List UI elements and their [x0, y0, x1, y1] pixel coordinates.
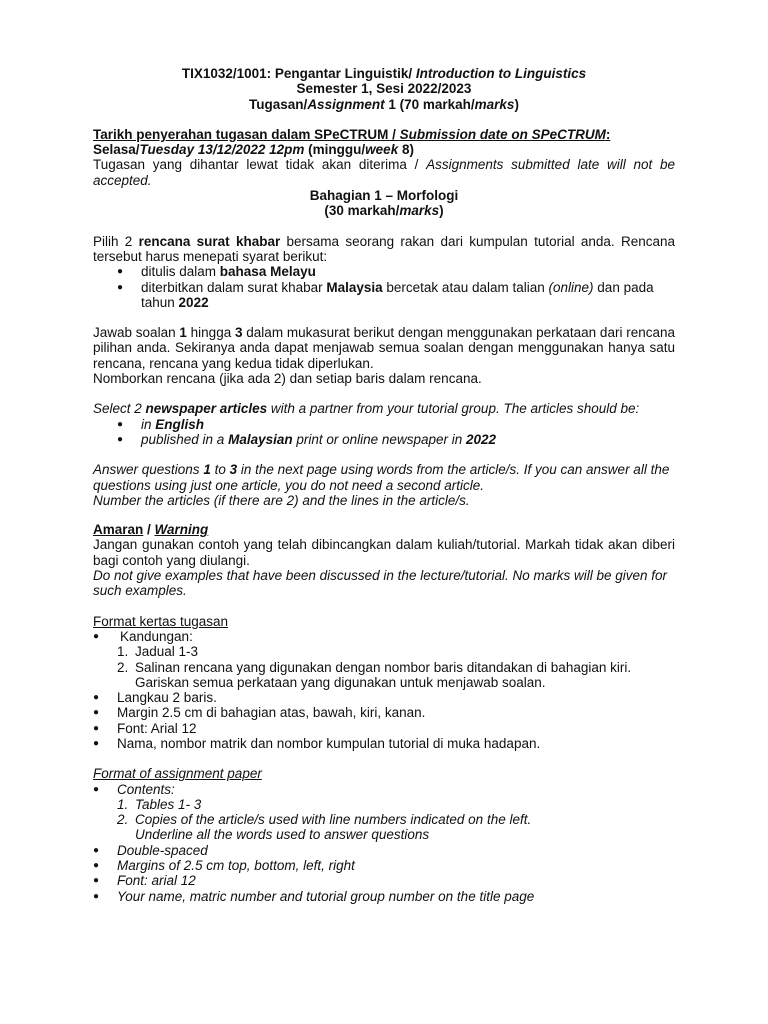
english-b2-a: published in a — [141, 431, 229, 447]
sub-text: Salinan rencana yang digunakan dengan nombor baris ditandakan di bahagian kiri. — [135, 659, 632, 675]
english-p1-b: newspaper articles — [145, 401, 268, 417]
english-b2-b: Malaysian — [228, 431, 293, 447]
course-title — [93, 66, 675, 81]
assignment-marks-malay: 1 (70 markah/ — [384, 96, 475, 112]
malay-b1-b: bahasa Melayu — [219, 264, 316, 280]
english-criteria-list — [93, 417, 675, 448]
format-malay-item-3: Font: Arial 12 — [117, 720, 197, 736]
assignment-close-paren: ) — [514, 96, 519, 112]
list-item — [93, 629, 675, 690]
malay-p1-b: rencana surat khabar — [138, 233, 281, 249]
english-instruction-1 — [93, 401, 675, 416]
malay-instruction-2 — [93, 325, 675, 371]
assignment-line — [93, 97, 675, 112]
submission-title-english: Submission date on SPeCTRUM — [399, 126, 606, 142]
warning-title — [93, 522, 675, 537]
list-item — [93, 736, 675, 751]
list-item — [117, 797, 675, 812]
warning-title-english: Warning — [154, 522, 209, 538]
format-malay-list — [93, 629, 675, 751]
section-marks-malay: (30 markah/ — [324, 203, 400, 219]
english-p2-a: Answer questions — [93, 462, 204, 478]
list-item — [117, 644, 675, 659]
sub-text: Tables 1- 3 — [135, 796, 202, 812]
format-malay-item-4: Nama, nombor matrik dan nombor kumpulan tutorial di muka hadapan. — [117, 735, 541, 751]
warning-english — [93, 568, 675, 599]
malay-p2-c: hingga — [186, 325, 235, 341]
format-english-item-1: Double-spaced — [117, 842, 208, 858]
submission-date — [93, 142, 675, 157]
sub-number: 1. — [117, 796, 129, 812]
english-instruction-2 — [93, 462, 675, 493]
english-b1-b: English — [155, 416, 205, 432]
list-item — [93, 782, 675, 843]
sub-number: 2. — [117, 812, 129, 828]
warning-malay: Jangan gunakan contoh yang telah dibincangkan dalam kuliah/tutorial. Markah tidak akan diberi bagi contoh yang diulangi. — [93, 537, 675, 568]
assignment-marks-english: marks — [474, 96, 515, 112]
late-policy-malay: Tugasan yang dihantar lewat tidak akan diterima / — [93, 157, 427, 173]
semester-line: Semester 1, Sesi 2022/2023 — [296, 81, 472, 97]
section-marks-close: ) — [439, 203, 444, 219]
list-item — [117, 280, 675, 311]
format-english-list — [93, 782, 675, 904]
submission-title — [93, 127, 675, 142]
malay-b2-e: dan pada tahun — [141, 279, 654, 310]
malay-p2-d: 3 — [235, 325, 243, 341]
sub-text: Copies of the article/s used with line numbers indicated on the left. — [135, 812, 532, 828]
malay-p2-e: dalam mukasurat berikut dengan menggunakan perkataan dari rencana pilihan anda. Sekiranya anda dapat menjawab semua soalan dengan menggunakan hanya satu rencana, rencana yang kedua tidak diperlukan. — [93, 325, 676, 371]
section-marks — [93, 203, 675, 218]
english-instruction-3 — [93, 493, 675, 508]
malay-p1-c: bersama seorang rakan dari kumpulan tutorial anda. Rencana tersebut harus menepati syarat berikut: — [93, 233, 675, 264]
submission-title-colon: : — [605, 126, 611, 142]
malay-b2-c: bercetak atau dalam talian — [382, 279, 549, 295]
section-marks-english: marks — [399, 203, 440, 219]
malay-p1-a: Pilih 2 — [93, 233, 139, 249]
english-p2-d: 3 — [229, 462, 238, 478]
english-b1-a: in — [141, 416, 156, 432]
section-title: Bahagian 1 – Morfologi — [309, 188, 459, 204]
malay-b2-a: diterbitkan dalam surat khabar — [141, 279, 327, 295]
format-english-item-3: Font: arial 12 — [117, 873, 196, 889]
english-p2-b: 1 — [203, 462, 211, 478]
english-p1-a: Select 2 — [93, 401, 146, 417]
submission-day-malay: Selasa/ — [93, 142, 140, 158]
format-english-sublist — [93, 797, 675, 843]
malay-instruction-1 — [93, 234, 675, 265]
format-english-item-2: Margins of 2.5 cm top, bottom, left, right — [117, 858, 355, 874]
late-policy — [93, 157, 675, 188]
list-item — [93, 705, 675, 720]
malay-b1-a: ditulis dalam — [141, 264, 220, 280]
format-malay-item-2: Margin 2.5 cm di bahagian atas, bawah, kiri, kanan. — [117, 705, 426, 721]
list-item — [93, 690, 675, 705]
list-item — [93, 858, 675, 873]
malay-b2-f: 2022 — [178, 294, 209, 310]
malay-p2-a: Jawab soalan — [93, 325, 180, 341]
assignment-label-malay: Tugasan/ — [249, 96, 308, 112]
list-item — [93, 721, 675, 736]
malay-instruction-3: Nomborkan rencana (jika ada 2) dan setiap baris dalam rencana. — [93, 371, 482, 387]
list-item — [117, 432, 675, 447]
sub-text-continuation: Gariskan semua perkataan yang digunakan untuk menjawab soalan. — [135, 674, 546, 690]
warning-english-text: Do not give examples that have been discussed in the lecture/tutorial. No marks will be given for such examples. — [93, 568, 668, 599]
submission-week-malay: (minggu/ — [304, 142, 366, 158]
submission-week-number: 8) — [398, 142, 414, 158]
submission-title-malay: Tarikh penyerahan tugasan dalam SPeCTRUM / — [93, 126, 400, 142]
format-english-item-4: Your name, matric number and tutorial group number on the title page — [117, 888, 535, 904]
format-malay-title: Format kertas tugasan — [93, 613, 229, 629]
english-p2-c: to — [210, 462, 230, 478]
late-policy-english: Assignments submitted late will not be accepted. — [93, 157, 675, 188]
list-item — [117, 812, 675, 843]
english-p1-c: with a partner from your tutorial group. The articles should be: — [267, 401, 640, 417]
format-malay-item-1: Langkau 2 baris. — [117, 690, 217, 706]
assignment-label-english: Assignment — [307, 96, 385, 112]
course-name-english: Introduction to Linguistics — [415, 66, 587, 81]
list-item — [117, 417, 675, 432]
malay-b2-d: (online) — [548, 279, 594, 295]
sub-text: Jadual 1-3 — [135, 644, 199, 660]
list-item — [93, 843, 675, 858]
sub-number: 2. — [117, 659, 129, 675]
format-english-title — [93, 766, 675, 781]
format-malay-item-0: Kandungan: — [120, 628, 193, 644]
english-b2-d: 2022 — [465, 431, 497, 447]
course-code: TIX1032/1001: Pengantar Linguistik/ — [181, 66, 416, 81]
sub-number: 1. — [117, 644, 129, 660]
warning-title-sep: / — [143, 522, 155, 538]
malay-criteria-list — [93, 264, 675, 310]
list-item — [117, 660, 675, 691]
format-malay-sublist — [93, 644, 675, 690]
sub-text-continuation: Underline all the words used to answer questions — [135, 827, 430, 843]
english-b2-c: print or online newspaper in — [292, 431, 466, 447]
submission-date-english: Tuesday 13/12/2022 12pm — [139, 142, 305, 158]
warning-title-malay: Amaran — [93, 522, 144, 538]
submission-week-english: week — [365, 142, 399, 158]
english-p3: Number the articles (if there are 2) and the lines in the article/s. — [93, 492, 470, 508]
format-english-item-0: Contents: — [117, 781, 175, 797]
list-item — [117, 264, 675, 279]
list-item — [93, 873, 675, 888]
malay-b2-b: Malaysia — [326, 279, 383, 295]
format-english-title-text: Format of assignment paper — [93, 766, 262, 782]
english-p2-e: in the next page using words from the article/s. If you can answer all the questions using just one article, you do not need a second article. — [93, 462, 670, 493]
malay-p2-b: 1 — [179, 325, 187, 341]
list-item — [93, 889, 675, 904]
